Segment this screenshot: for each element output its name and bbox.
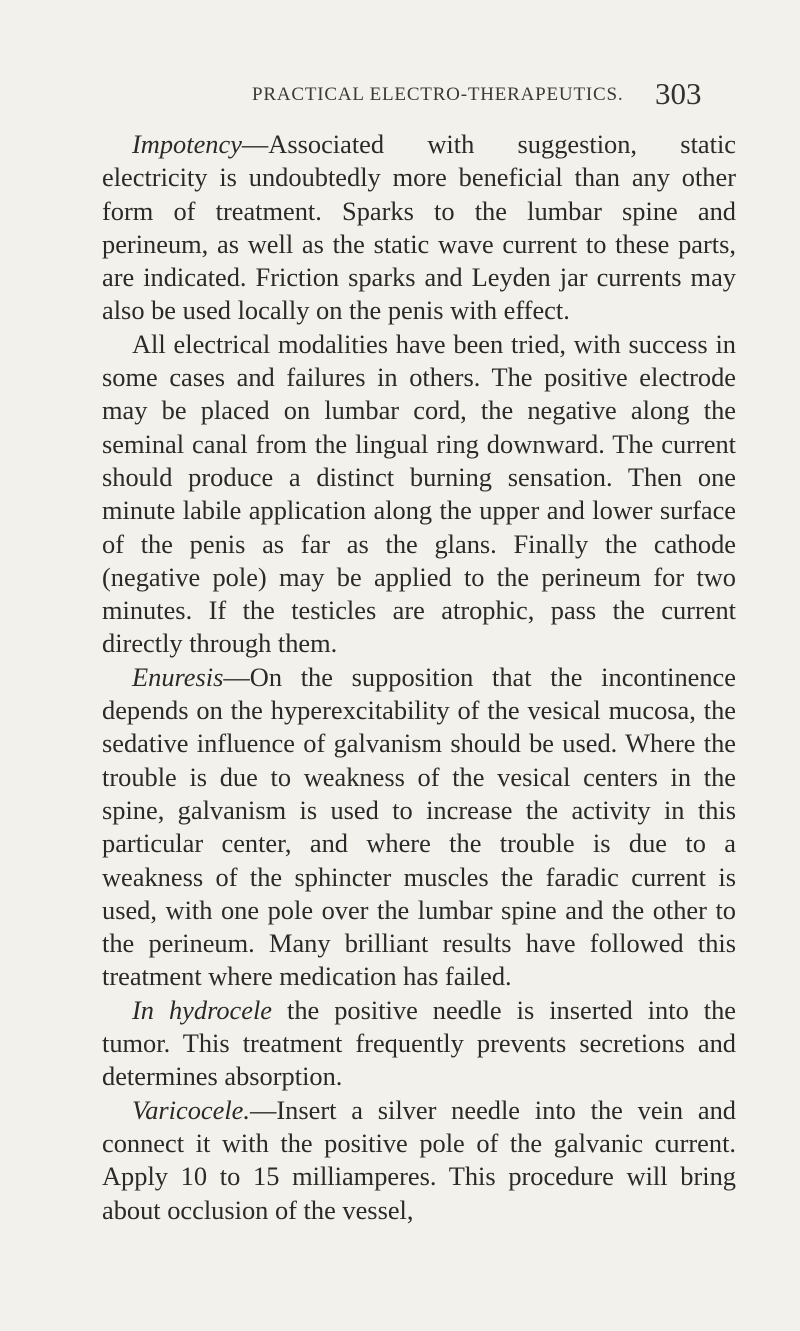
- paragraph-text: —Insert a silver needle into the vein and connect it with the positive pole of the galvanic current. Apply 10 to 15 milliamperes. This procedure will bring about occlusion of the vessel,: [102, 1094, 736, 1225]
- paragraph-text: —Associated with suggestion, static electricity is undoubtedly more beneficial than any other form of treatment. Sparks to the lumbar spine and perineum, as well as the static wave current to these parts, are indicated. Friction sparks and Leyden jar currents may also be used locally on the penis with effect.: [102, 129, 736, 326]
- paragraph-text: All electrical modalities have been tried, with success in some cases and failures in others. The positive electrode may be placed on lumbar cord, the negative along the seminal canal from the lingual ring downward. The current should produce a distinct burning sensation. Then one minute labile application along the upper and lower surface of the penis as far as the glans. Finally the cathode (negative pole) may be applied to the perineum for two minutes. If the testicles are atrophic, pass the current directly through them.: [102, 328, 736, 659]
- paragraph-modalities: [102, 328, 736, 661]
- paragraph-impotency: [102, 128, 736, 328]
- run-in-heading: Varicocele.: [132, 1094, 250, 1125]
- run-in-heading: In hydrocele: [132, 994, 273, 1025]
- run-in-heading: Impotency: [132, 129, 242, 159]
- running-header: PRACTICAL ELECTRO-THERAPEUTICS.: [252, 84, 624, 105]
- paragraph-text: the positive needle is inserted into the tumor. This treatment frequently prevents secretions and determines absorption.: [102, 994, 736, 1092]
- page-number: 303: [655, 76, 702, 111]
- paragraph-hydrocele: [102, 994, 736, 1094]
- paragraph-enuresis: [102, 661, 736, 994]
- body-text: [102, 128, 736, 1227]
- paragraph-text: —On the supposition that the incontinence depends on the hyperexcitability of the vesical mucosa, the sedative influence of galvanism should be used. Where the trouble is due to weakness of the vesical centers in the spine, galvanism is used to increase the activity in this particular center, and where the trouble is due to a weakness of the sphincter muscles the faradic current is used, with one pole over the lumbar spine and the other to the perineum. Many brilliant results have followed this treatment where medication has failed.: [102, 661, 736, 992]
- run-in-heading: Enuresis: [132, 661, 224, 692]
- paragraph-varicocele: [102, 1094, 736, 1227]
